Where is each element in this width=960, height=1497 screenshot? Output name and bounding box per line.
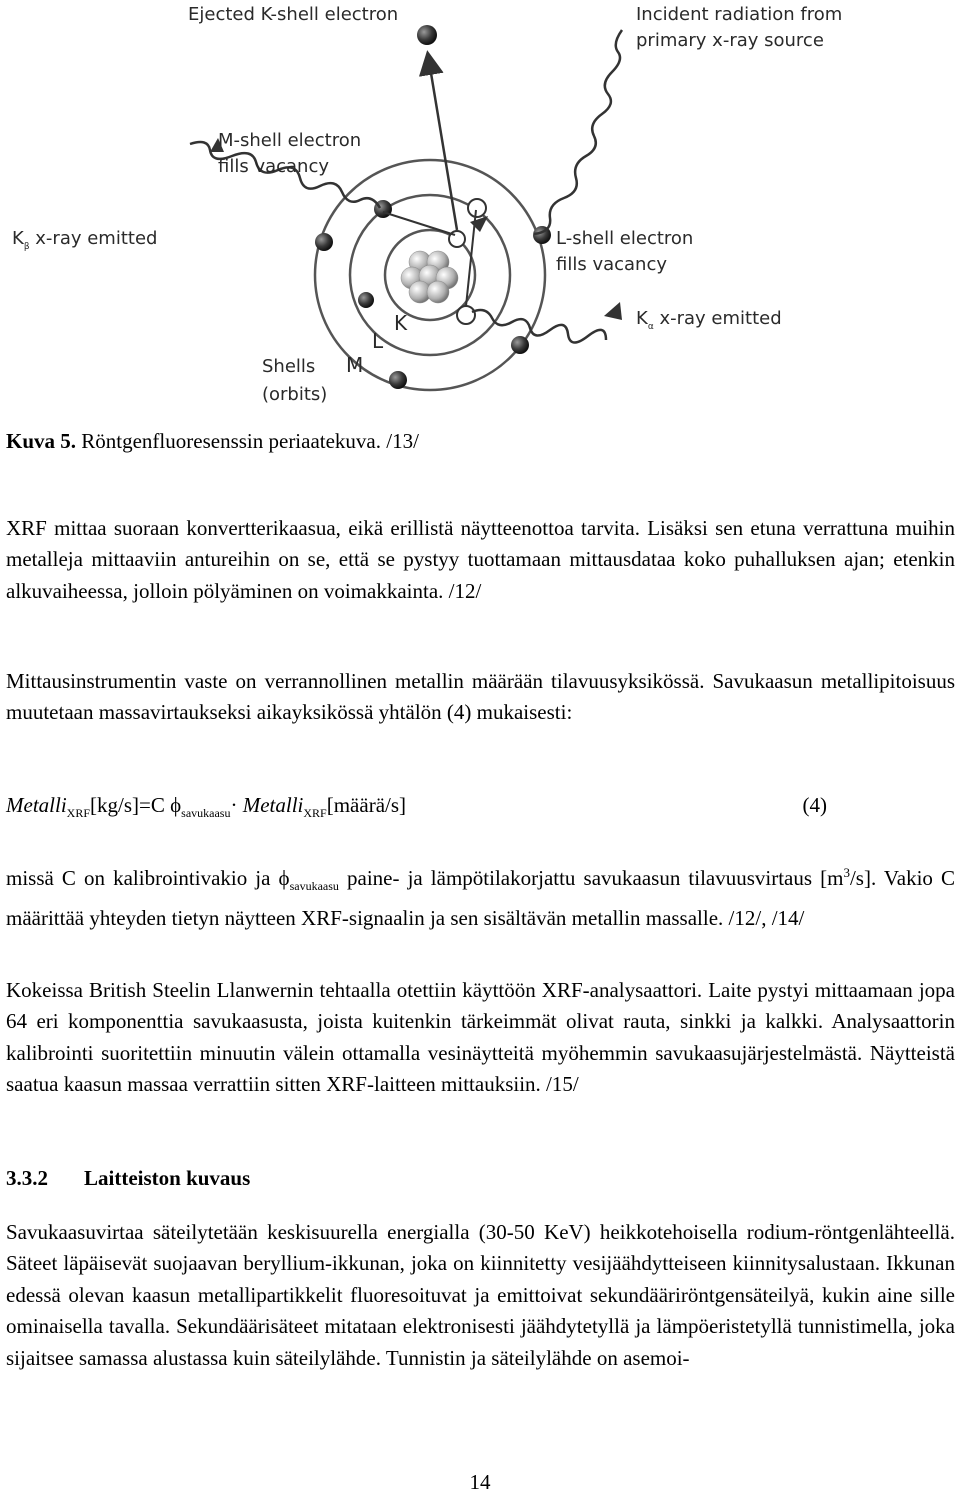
xrf-diagram	[0, 0, 960, 420]
label-shells-1: Shells	[262, 356, 316, 377]
paragraph-3: missä C on kalibrointivakio ja $\phi_{savukaasu}$ paine- ja lämpötilakorjattu savukaasun tilavuusvirtaus $[m^3/s]$. Vakio C määrittää yhteyden tietyn näytteen XRF-signaalin ja sen sisältävän metallin massalle. /12/, /14/	[6, 865, 956, 930]
electron	[468, 199, 486, 217]
equation-number: (4)	[802, 793, 827, 817]
electron	[511, 336, 529, 354]
electron	[389, 371, 407, 389]
label-incident-1: Incident radiation from	[636, 4, 843, 25]
label-lshell-1: L-shell electron	[556, 228, 694, 249]
figure-caption	[6, 426, 955, 457]
label-incident-2: primary x-ray source	[636, 30, 824, 51]
nucleus	[401, 251, 458, 303]
xrf-principle-figure	[0, 0, 960, 420]
paragraph-2: Mittausinstrumentin vaste on verrannollinen metallin määrään tilavuusyksikössä. Savukaasun metallipitoisuus muutetaan massavirtaukseksi aikayksikössä yhtälön (4) mukaisesti:	[6, 669, 955, 725]
label-shell-m: M	[346, 353, 364, 377]
paragraph-1: XRF mittaa suoraan konvertterikaasua, eikä erillistä näytteenottoa tarvita. Lisäksi sen etuna verrattuna muihin metalleja mittaaviin antureihin on se, että se pystyy tuottamaan mittausdataa koko puhalluksen ajan; etenkin alkuvaiheessa, jolloin pölyäminen on voimakkainta. /12/	[6, 516, 955, 603]
incident-wave	[534, 30, 622, 234]
section-number: 3.3.2	[6, 1166, 48, 1190]
label-kalpha: $K_\alpha$ x-ray emitted	[636, 308, 782, 332]
label-mshell-1: M-shell electron	[218, 130, 362, 151]
electron	[315, 233, 333, 251]
caption-label: Kuva 5.	[6, 429, 77, 453]
equation-4: Metalli$_{XRF}$[kg/s]=C $\phi_{savukaasu}\cdot$ Metalli$_{XRF}$[määrä/s] (4)	[6, 790, 955, 830]
label-ejected: Ejected K-shell electron	[188, 4, 399, 25]
label-kbeta: $K_\beta$ x-ray emitted	[12, 228, 158, 252]
paragraph-4: Kokeissa British Steelin Llanwernin tehtaalla otettiin käyttöön XRF-analysaattori. Laite pystyi mittaamaan jopa 64 eri komponenttia savukaasusta, joista kuitenkin tärkeimmät olivat rauta, sinkki ja kalkki. Analysaattorin kalibrointi suoritettiin minuutin välein ottamalla vesinäytteitä myöhemmin savukaasujärjestelmästä. Näytteistä saatua kaasun massaa verrattiin sitten XRF-laitteen mittauksiin. /15/	[6, 978, 955, 1097]
incident-arrowhead	[470, 216, 488, 232]
electron	[358, 292, 374, 308]
label-shell-k: K	[394, 311, 408, 335]
electron	[457, 306, 475, 324]
label-lshell-2: fills vacancy	[556, 254, 668, 275]
kalpha-arrowhead	[604, 302, 622, 320]
page-number: 14	[469, 1470, 491, 1494]
ejected-path	[428, 55, 457, 230]
label-mshell-2: fills vacancy	[218, 156, 330, 177]
section-heading	[6, 1163, 955, 1194]
paragraph-5: Savukaasuvirtaa säteilytetään keskisuurella energialla (30-50 KeV) heikkotehoisella rodium-röntgenlähteellä. Säteet läpäisevät suojaavan beryllium-ikkunan, joka on kiinnitetty vesijäähdytteiseen kiinnitysalustaan. Ikkunan edessä olevan kaasun metallipartikkelit fluoresoituvat ja emittoivat sekundääriröntgensäteilyä, kukin aine sille ominaisella tavalla. Sekundäärisäteet mitataan elektronisesti jäähdytetyllä ja lämpöeristetyllä tunnistimella, joka sijaitsee samassa alustassa kuin säteilylähde. Tunnistin ja säteilylähde on asemoi-	[6, 1220, 955, 1370]
section-title: Laitteiston kuvaus	[84, 1166, 251, 1190]
label-shells-2: (orbits)	[262, 384, 328, 405]
label-shell-l: L	[372, 329, 384, 353]
caption-text: Röntgenfluoresenssin periaatekuva. /13/	[76, 429, 419, 453]
ejected-electron	[417, 25, 437, 45]
